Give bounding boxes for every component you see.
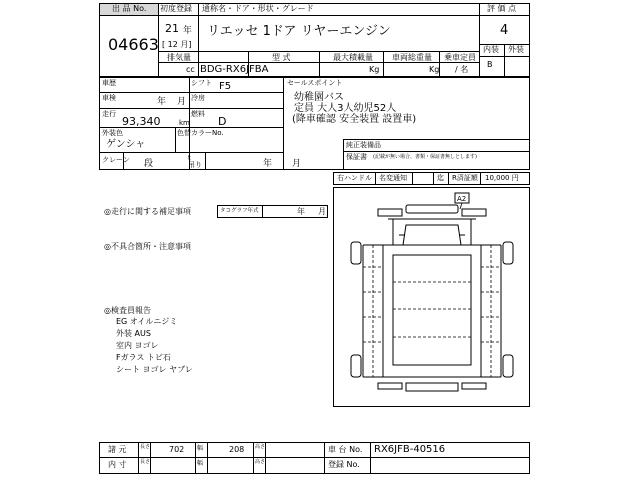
interior-length-label: 長さ [140,459,151,465]
color-change-label: 色替 [177,129,191,137]
kg-unit-2: Kg [429,65,440,74]
length-value: 702 [169,445,185,454]
model-code: BDG-RX6JFBA [200,64,269,75]
chassis-value: RX6JFB-40516 [374,444,446,455]
mileage-value: 93,340 [122,115,161,128]
registration-label: 登録 No. [328,460,360,469]
recycle-label: R済証額 [452,174,478,182]
footer-size-label: 諸 元 [108,445,127,454]
crane-step: 段 [144,159,154,169]
right-handle-label: 右ハンドル [337,174,372,182]
width-value: 208 [229,445,245,454]
sales-point-3: (降車確認 安全装置 設置車) [292,114,417,125]
lot-label: 出 品 No. [112,4,147,13]
vehicle-name-label: 通称名・ドア・形状・グレード [202,4,314,13]
crane-year: 年 [263,159,273,169]
length-label: 長さ [140,444,151,450]
inspector-item-1: EG オイルニジミ [116,317,178,326]
exterior-grade-label: 外装 [508,45,524,54]
displacement-label: 排気量 [167,53,191,62]
interior-grade-label: 内装 [483,45,499,54]
inspector-item-3: 室内 ヨゴレ [116,341,159,350]
max-load-label: 最大積載量 [333,53,373,62]
crane-month: 月 [292,159,302,169]
interior-width-label: 幅 [197,460,204,467]
gross-weight-label: 車両総重量 [392,53,432,62]
model-label: 型 式 [272,53,291,62]
warranty-note: (記載が無い場合、書類・保証書無しとします) [373,154,477,160]
inspection-year: 年 [157,97,167,107]
rating-value: 4 [500,23,509,38]
fuel-value: D [218,115,227,128]
inspection-month: 月 [177,97,187,107]
footer-interior-label: 内 寸 [108,460,127,469]
inspection-label: 車検 [102,94,116,102]
tacho-label: タコグラフ年式 [220,208,259,214]
footer-frame [99,442,530,474]
name-change-label: 名変通知 [379,174,407,182]
capacity-unit: / 名 [455,65,469,74]
warranty-label: 保証書 [346,153,367,161]
kg-unit-1: Kg [369,65,380,74]
ext-color-label: 外装色 [102,129,123,137]
capacity-label: 乗車定員 [444,53,476,62]
first-reg-month: [ 12 月] [162,40,192,49]
first-reg-label: 初度登録 [160,4,192,13]
shift-value: F5 [219,81,232,92]
vehicle-diagram [333,187,530,407]
chassis-label: 車 台 No. [328,445,363,454]
sales-point-1: 幼稚園バス [294,92,344,103]
cc-unit: cc [186,65,195,74]
height-label: 高さ [255,444,266,450]
ext-color-value: ゲンシャ [106,139,146,150]
fuel-label: 燃料 [191,110,205,118]
first-reg-year: 21 [165,22,179,35]
color-no-label: カラーNo. [191,129,224,137]
crane-label: クレーン [102,156,130,164]
inspector-item-2: 外装 AUS [116,329,151,338]
ac-label: 冷房 [191,94,205,102]
crane-lift-unit: t [188,154,191,162]
mileage-note-label: ◎走行に関する補足事項 [104,207,191,216]
tacho-year: 年 [297,207,305,216]
lot-number: 04663 [108,35,159,54]
mileage-label: 走行 [102,110,116,118]
name-change-until: 迄 [437,174,444,182]
shift-label: シフト [191,79,212,87]
year-unit: 年 [183,26,193,36]
width-label: 幅 [197,445,204,452]
history-label: 車歴 [102,79,116,87]
rating-label: 評 価 点 [487,4,517,13]
interior-height-label: 高さ [255,459,266,465]
inspector-report-label: ◎検査員報告 [104,306,151,315]
inspector-item-5: シート ヨゴレ ヤブレ [116,365,193,374]
genuine-equipment-label: 純正装備品 [346,141,381,149]
recycle-value: 10,000 円 [485,174,519,182]
tacho-month: 月 [318,207,326,216]
sales-point-2: 定員 大人3人幼児52人 [294,103,397,114]
km-unit: km [179,119,190,127]
vehicle-name: リエッセ 1ドア リヤーエンジン [207,24,391,39]
damage-marker-text: A2 [457,195,467,203]
inspector-item-4: Fガラス トビ石 [116,353,171,362]
interior-grade-value: B [487,60,493,69]
defects-label: ◎不具合箇所・注意事項 [104,242,191,251]
sales-points-label: セールスポイント [287,79,343,87]
crane-lift-label: 吊り [188,161,202,169]
